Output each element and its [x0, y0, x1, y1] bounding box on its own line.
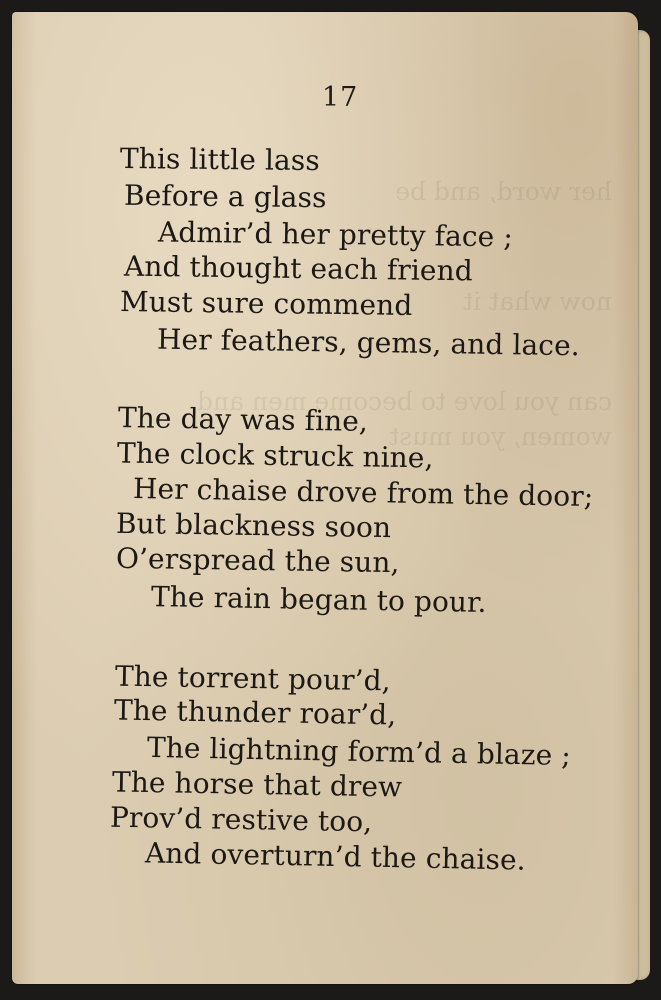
poem-line: O’erspread the sun,	[115, 541, 400, 580]
poem-line: The day was fine,	[117, 401, 369, 438]
poem-line: But blackness soon	[115, 506, 392, 545]
show-through-text: women, you must	[389, 422, 612, 451]
show-through-text: her word, and be	[395, 177, 612, 206]
poem-line: This little lass	[119, 141, 320, 178]
page-number: 17	[322, 82, 359, 113]
poem-line: Her chaise drove from the door;	[132, 471, 594, 514]
poem-line: The rain began to pour.	[150, 580, 487, 619]
poem-line: Her feathers, gems, and lace.	[156, 322, 581, 363]
poem-line: And overturn’d the chaise.	[144, 836, 526, 877]
poem-line: The lightning form’d a blaze ;	[146, 730, 572, 773]
poem-line: The torrent pour’d,	[114, 659, 391, 698]
show-through-text: can you love to become men and	[197, 387, 612, 416]
poem-line: Admir’d her pretty face ;	[157, 215, 514, 254]
poem-line: Prov’d restive too,	[109, 800, 373, 839]
poem-line: And thought each friend	[123, 249, 474, 288]
poem-line: Before a glass	[123, 178, 327, 215]
poem-line: Must sure commend	[119, 284, 413, 323]
show-through-text: now what it	[463, 287, 612, 316]
poem-line: The thunder roar’d,	[113, 693, 397, 732]
poem-line: The horse that drew	[111, 765, 403, 804]
poem-line: The clock struck nine,	[116, 436, 434, 475]
